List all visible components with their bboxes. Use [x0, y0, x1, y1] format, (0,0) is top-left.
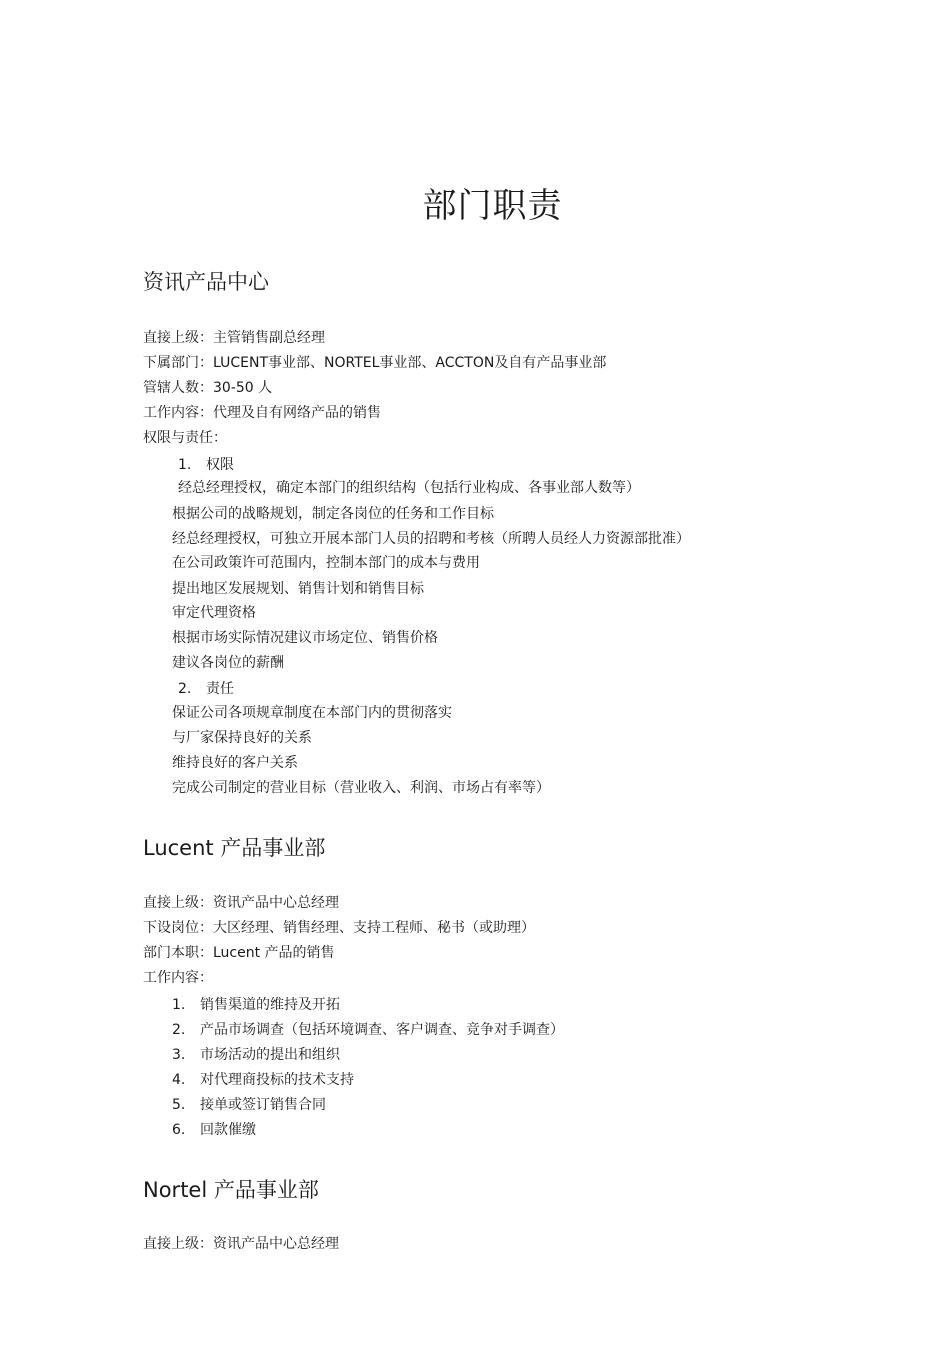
numbered-item — [172, 1021, 564, 1039]
numbered-item — [172, 996, 340, 1014]
line-sub-departments: 下属部门：LUCENT事业部、NORTEL事业部、ACCTON及自有产品事业部 — [143, 355, 607, 371]
item-number: 3. — [172, 1047, 186, 1063]
line-department-duty: 部门本职：Lucent 产品的销售 — [143, 945, 335, 961]
section-heading-lucent: Lucent 产品事业部 — [143, 836, 326, 860]
line-direct-superior: 直接上级：资讯产品中心总经理 — [143, 1236, 339, 1252]
list-item: 根据市场实际情况建议市场定位、销售价格 — [172, 630, 438, 646]
line-direct-superior: 直接上级：主管销售副总经理 — [143, 330, 325, 346]
item-text: 对代理商投标的技术支持 — [200, 1072, 354, 1088]
item-text: 市场活动的提出和组织 — [200, 1047, 340, 1063]
item-text: 接单或签订销售合同 — [200, 1097, 326, 1113]
item-number: 2. — [172, 1022, 186, 1038]
line-positions: 下设岗位：大区经理、销售经理、支持工程师、秘书（或助理） — [143, 920, 535, 936]
list-item: 维持良好的客户关系 — [172, 755, 298, 771]
item-number: 1. — [172, 997, 186, 1013]
subheading-responsibility — [178, 680, 234, 698]
list-item: 完成公司制定的营业目标（营业收入、利润、市场占有率等） — [172, 780, 550, 796]
list-item: 提出地区发展规划、销售计划和销售目标 — [172, 581, 424, 597]
numbered-item — [172, 1046, 340, 1064]
line-headcount: 管辖人数：30-50 人 — [143, 380, 273, 396]
line-work-content: 工作内容：代理及自有网络产品的销售 — [143, 405, 381, 421]
numbered-item — [172, 1096, 326, 1114]
numbered-item — [172, 1071, 354, 1089]
item-text: 销售渠道的维持及开拓 — [200, 997, 340, 1013]
list-item: 根据公司的战略规划，制定各岗位的任务和工作目标 — [172, 506, 494, 522]
item-text: 产品市场调查（包括环境调查、客户调查、竞争对手调查） — [200, 1022, 564, 1038]
line-work-content: 工作内容： — [143, 970, 213, 986]
item-text: 回款催缴 — [200, 1122, 256, 1138]
line-direct-superior: 直接上级：资讯产品中心总经理 — [143, 895, 339, 911]
page-title: 部门职责 — [422, 186, 563, 226]
item-number: 4. — [172, 1072, 186, 1088]
list-item: 保证公司各项规章制度在本部门内的贯彻落实 — [172, 705, 452, 721]
list-item: 经总经理授权，确定本部门的组织结构（包括行业构成、各事业部人数等） — [178, 480, 640, 496]
list-item: 与厂家保持良好的关系 — [172, 730, 312, 746]
subheading-number: 1. — [178, 457, 192, 473]
list-item: 审定代理资格 — [172, 605, 256, 621]
numbered-item — [172, 1121, 256, 1139]
section-heading-info-products-center: 资讯产品中心 — [143, 270, 269, 294]
subheading-number: 2. — [178, 681, 192, 697]
subheading-authority — [178, 456, 234, 474]
item-number: 6. — [172, 1122, 186, 1138]
subheading-label: 权限 — [206, 457, 234, 473]
subheading-label: 责任 — [206, 681, 234, 697]
list-item: 建议各岗位的薪酬 — [172, 655, 284, 671]
item-number: 5. — [172, 1097, 186, 1113]
line-authority-responsibility: 权限与责任： — [143, 430, 227, 446]
list-item: 经总经理授权，可独立开展本部门人员的招聘和考核（所聘人员经人力资源部批准） — [172, 531, 690, 547]
section-heading-nortel: Nortel 产品事业部 — [143, 1178, 319, 1202]
list-item: 在公司政策许可范围内，控制本部门的成本与费用 — [172, 555, 480, 571]
